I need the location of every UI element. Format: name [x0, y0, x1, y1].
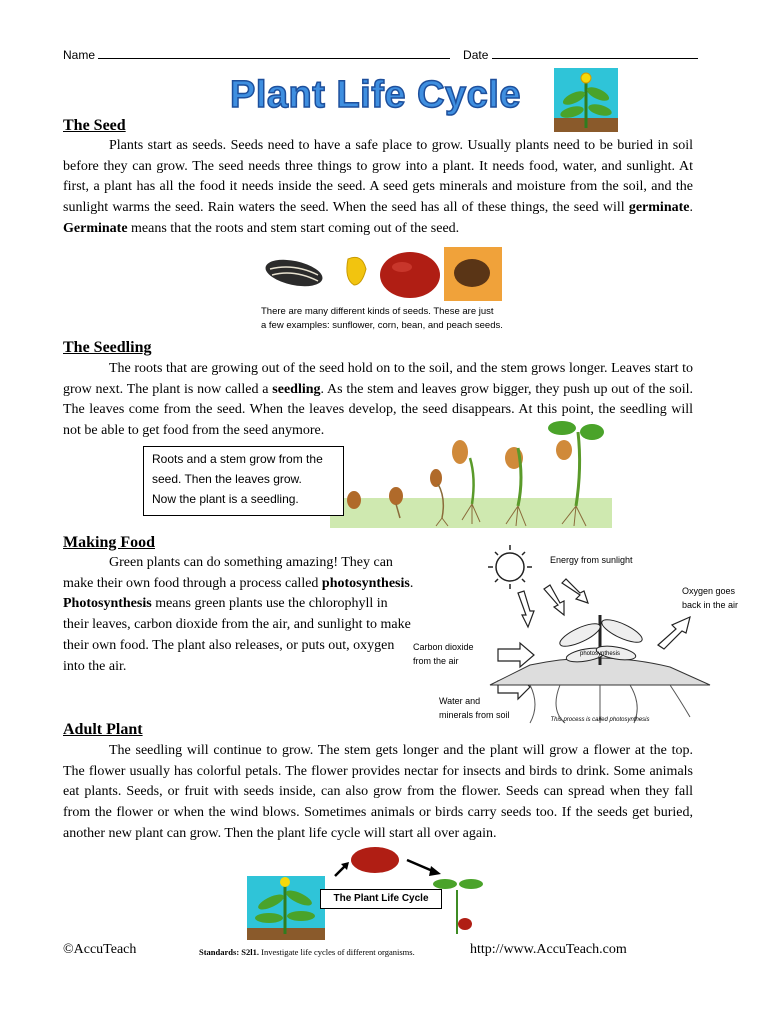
heading-the-seedling: The Seedling: [63, 339, 152, 356]
header-line: [63, 46, 703, 62]
photosynthesis-bold-2: Photosynthesis: [63, 596, 152, 612]
photosynthesis-bold: photosynthesis: [321, 575, 410, 591]
seeds-caption: There are many different kinds of seeds. These are just a few examples: sunflower, corn, bean, and peach seeds.: [261, 306, 503, 331]
footer-standards: Standards: S2l1. Investigate life cycles of different organisms.: [199, 947, 415, 957]
seedling-growth-image: [330, 418, 612, 528]
footer-copyright: ©AccuTeach: [63, 942, 137, 957]
label-energy: Energy from sunlight: [550, 555, 633, 565]
label-water-minerals: Water and minerals from soil: [439, 696, 510, 720]
heading-making-food: Making Food: [63, 534, 156, 551]
germinate-bold-2: Germinate: [63, 220, 128, 236]
name-field[interactable]: [98, 46, 450, 59]
seedling-bold: seedling: [272, 381, 321, 397]
germinate-bold: germinate: [628, 200, 690, 216]
sun-icon: [488, 545, 532, 589]
life-cycle-label-box: The Plant Life Cycle: [320, 889, 442, 909]
label-oxygen: Oxygen goes back in the air: [682, 586, 739, 610]
seeds-image: [258, 245, 502, 303]
food-paragraph: Green plants can do something amazing! They can make their own food through a process called photosynthesis. Photosynthesis means green plants use the chlorophyll in their leaves, carbon dioxide from the air, and sunlight to make their own food. The plant also releases, or puts out, oxygen into the air.: [63, 555, 414, 674]
seed-paragraph: Plants start as seeds. Seeds need to have a safe place to grow. Usually plants need to be buried in soil before they can grow. The seed needs three things to grow into a plant. It needs food, water, and sunlight. At first, a plant has all the food it needs inside the seed. A seed gets minerals and moisture from the soil, and the sunlight warms the seed. Rain waters the seed. When the seed has all of these things, the seed will germinate. Germinate means that the roots and stem start coming out of the seed.: [63, 138, 693, 236]
date-label: Date: [463, 48, 489, 62]
diagram-center-label: photosynthesis: [579, 651, 621, 657]
adult-paragraph: The seedling will continue to grow. The stem gets longer and the plant will grow a flower at the top. The flower usually has colorful petals. The flower provides nectar for insects and birds to drink. Some animals eat plants. Seeds, or fruit with seeds inside, can also grow from the flower. Seeds can spread when they fall from the flower or when the wind blows. Sometimes animals or birds carry seeds too. If the seeds get buried, another new plant can grow. Then the plant life cycle will start all over again.: [63, 743, 693, 841]
page-title: Plant Life Cycle: [230, 74, 521, 116]
plant-title-image: [554, 68, 618, 132]
heading-adult-plant: Adult Plant: [63, 721, 143, 738]
name-label: Name: [63, 48, 96, 62]
seedling-paragraph: The roots that are growing out of the seed hold on to the soil, and the stem grows longer. Leaves start to grow next. The plant is now called a seedling. As the stem and leaves grow bigger, they push up out of the soil. The leaves come from the seed. When the leaves develop, the seed disappears. At this point, the seedling will not be able to get food from the seed anymore.: [63, 361, 693, 439]
footer-url-link[interactable]: http://www.AccuTeach.com: [470, 942, 627, 957]
diagram-bottom-label: This process is called photosynthesis: [550, 717, 650, 723]
seedling-callout-box: Roots and a stem grow from the seed. Then the leaves grow. Now the plant is a seedling.: [143, 446, 344, 516]
date-field[interactable]: [492, 46, 698, 59]
label-carbon-dioxide: Carbon dioxide from the air: [413, 642, 474, 666]
heading-the-seed: The Seed: [63, 117, 126, 134]
